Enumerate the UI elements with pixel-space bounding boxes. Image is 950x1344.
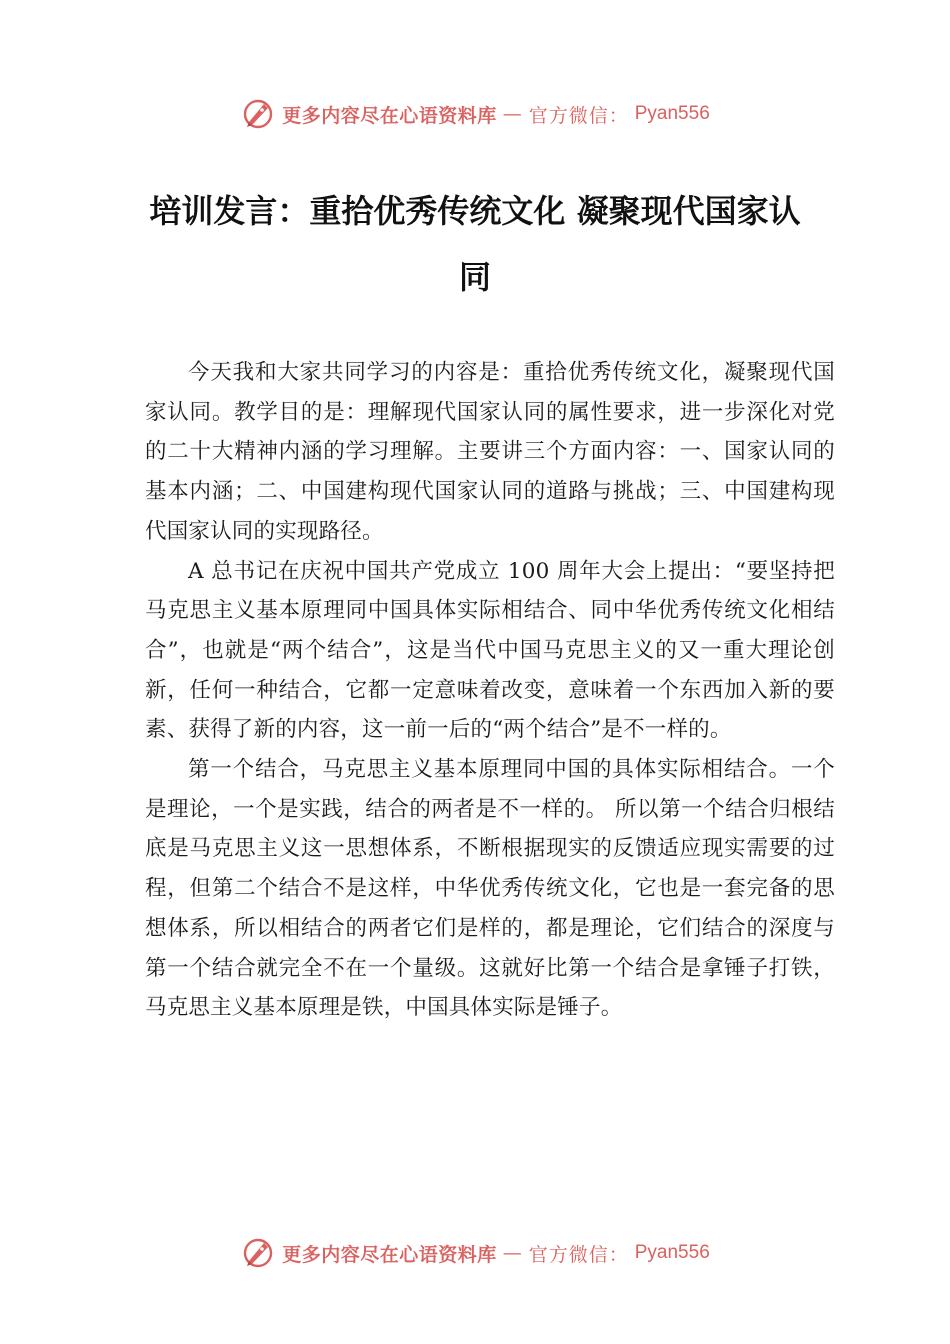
banner-wechat-id: Pyan556 <box>634 1242 710 1263</box>
banner-separator: — <box>502 1242 523 1264</box>
banner-wechat-label: 官方微信： <box>528 104 629 127</box>
header-watermark-banner <box>0 94 950 134</box>
banner-wechat-label: 官方微信： <box>528 1243 629 1266</box>
paragraph: 今天我和大家共同学习的内容是：重拾优秀传统文化，凝聚现代国家认同。教学目的是：理解现代国家认同的属性要求，进一步深化对党的二十大精神内涵的学习理解。主要讲三个方面内容：一、国家认同的基本内涵；二、中国建构现代国家认同的道路与挑战；三、中国建构现代国家认同的实现路径。 <box>145 360 835 544</box>
banner-separator: — <box>502 103 523 125</box>
banner-site-text: 更多内容尽在心语资料库 <box>282 1243 497 1266</box>
banner-site-text: 更多内容尽在心语资料库 <box>282 104 497 127</box>
footer-watermark-banner <box>0 1233 950 1273</box>
pen-nib-logo-icon <box>240 96 276 132</box>
pen-nib-logo-icon <box>240 1235 276 1271</box>
paragraph: 第一个结合，马克思主义基本原理同中国的具体实际相结合。一个是理论，一个是实践，结合的两者是不一样的。 所以第一个结合归根结底是马克思主义这一思想体系，不断根据现实的反馈适应现实需要的过程，但第二个结合不是这样，中华优秀传统文化，它也是一套完备的思想体系，所以相结合的两者它们是样的，都是理论，它们结合的深度与第一个结合就完全不在一个量级。这就好比第一个结合是拿锤子打铁，马克思主义基本原理是铁，中国具体实际是锤子。 <box>145 757 835 1021</box>
document-body <box>145 353 835 1028</box>
banner-wechat-id: Pyan556 <box>634 103 710 124</box>
paragraph: A 总书记在庆祝中国共产党成立 100 周年大会上提出：“要坚持把马克思主义基本原理同中国具体实际相结合、同中华优秀传统文化相结合”，也就是“两个结合”，这是当代中国马克思主义的又一重大理论创新，任何一种结合，它都一定意味着改变，意味着一个东西加入新的要素、获得了新的内容，这一前一后的“两个结合”是不一样的。 <box>145 558 835 743</box>
document-title: 培训发言：重拾优秀传统文化 凝聚现代国家认同 <box>149 192 801 296</box>
